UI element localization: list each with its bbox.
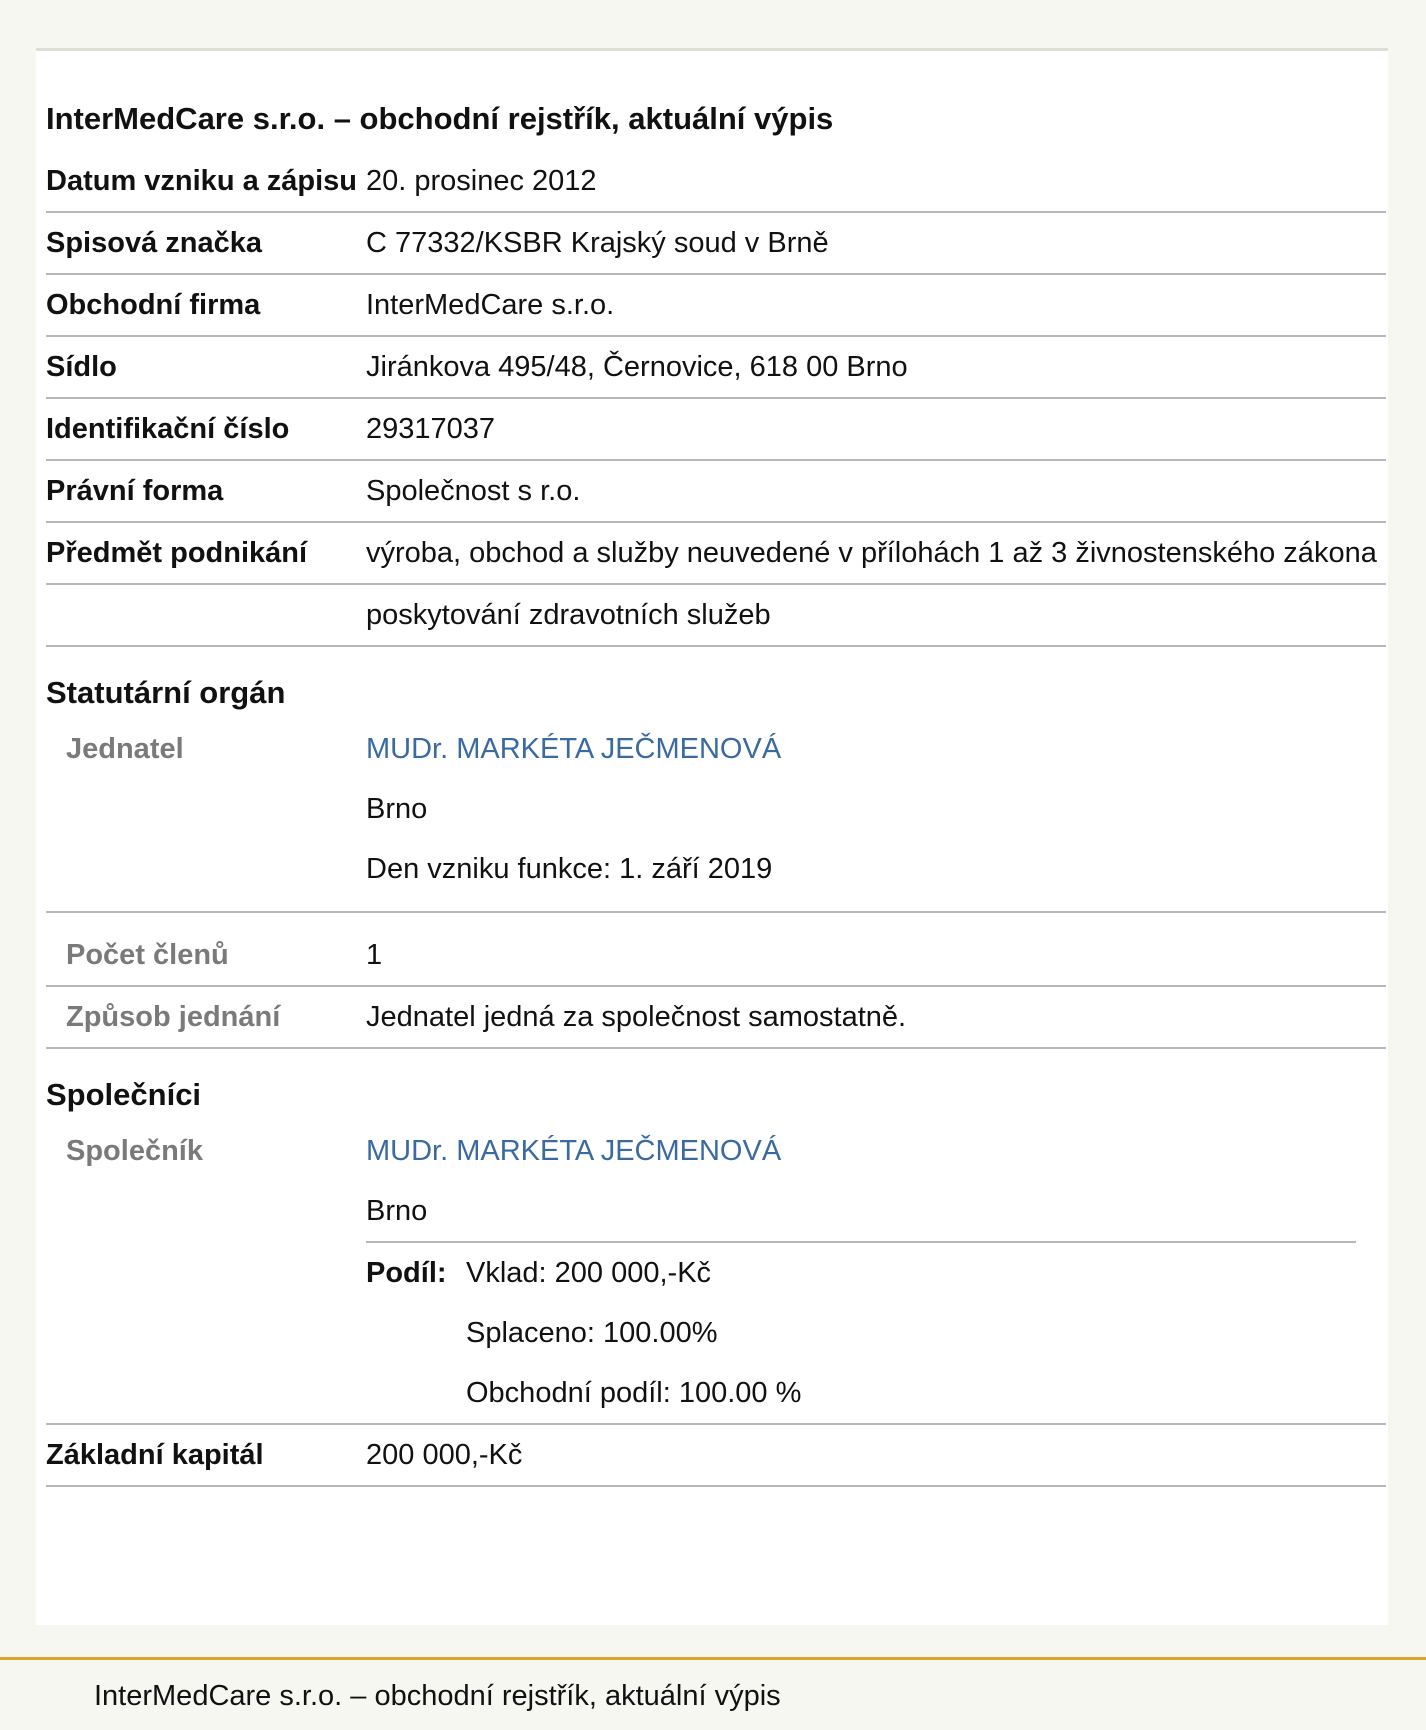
row-legal-form (46, 461, 1386, 523)
row-executive (46, 719, 1386, 913)
row-value: Jednatel jedná za společnost samostatně. (366, 1001, 907, 1033)
row-value: 29317037 (366, 413, 496, 445)
row-label: Obchodní firma (46, 289, 261, 321)
row-value: 200 000,-Kč (366, 1439, 523, 1471)
row-business-name (46, 275, 1386, 337)
row-acting-method (46, 987, 1386, 1049)
partner-name-link[interactable]: MUDr. MARKÉTA JEČMENOVÁ (366, 1135, 782, 1167)
share-deposit: Vklad: 200 000,-Kč (466, 1257, 712, 1289)
row-value: C 77332/KSBR Krajský soud v Brně (366, 227, 829, 259)
row-label: Předmět podnikání (46, 537, 308, 569)
row-value: Jiránkova 495/48, Černovice, 618 00 Brno (366, 351, 908, 383)
footer-title: InterMedCare s.r.o. – obchodní rejstřík, aktuální výpis (94, 1680, 781, 1712)
row-label: Datum vzniku a zápisu (46, 165, 358, 197)
section-heading-partners: Společníci (46, 1077, 202, 1112)
row-label: Sídlo (46, 351, 117, 383)
partner-details (366, 1121, 1386, 1423)
row-founding-date (46, 151, 1386, 213)
executive-function-start: Den vzniku funkce: 1. září 2019 (366, 853, 773, 885)
executive-name-link[interactable]: MUDr. MARKÉTA JEČMENOVÁ (366, 733, 782, 765)
row-label: Identifikační číslo (46, 413, 290, 445)
row-label: Počet členů (66, 939, 229, 971)
row-value: výroba, obchod a služby neuvedené v přílohách 1 až 3 živnostenského zákona (366, 537, 1377, 569)
section-heading-statutory: Statutární orgán (46, 675, 286, 710)
row-label: Společník (66, 1135, 203, 1167)
row-value: InterMedCare s.r.o. (366, 289, 615, 321)
row-label: Způsob jednání (66, 1001, 281, 1033)
row-registered-office (46, 337, 1386, 399)
executive-details (366, 719, 1386, 911)
executive-city: Brno (366, 793, 428, 825)
row-label: Právní forma (46, 475, 224, 507)
row-value: 20. prosinec 2012 (366, 165, 597, 197)
registry-extract-card (36, 51, 1388, 1625)
row-registered-capital (46, 1425, 1386, 1487)
row-id-number (46, 399, 1386, 461)
share-business-share: Obchodní podíl: 100.00 % (466, 1377, 802, 1409)
registry-table (46, 51, 1386, 1487)
share-paid: Splaceno: 100.00% (466, 1317, 718, 1349)
row-label: Spisová značka (46, 227, 262, 259)
row-label: Jednatel (66, 733, 184, 765)
share-values (466, 1243, 801, 1423)
row-value: poskytování zdravotních služeb (366, 599, 771, 631)
partner-share (366, 1241, 1356, 1423)
row-file-number (46, 213, 1386, 275)
row-member-count (46, 913, 1386, 987)
row-label (46, 585, 366, 645)
row-business-activity-2 (46, 585, 1386, 647)
partner-city: Brno (366, 1195, 428, 1227)
row-business-activity (46, 523, 1386, 585)
footer-divider (0, 1657, 1426, 1660)
row-partner (46, 1121, 1386, 1425)
row-value: Společnost s r.o. (366, 475, 581, 507)
page-title: InterMedCare s.r.o. – obchodní rejstřík, aktuální výpis (46, 101, 834, 136)
row-label: Základní kapitál (46, 1439, 264, 1471)
row-value: 1 (366, 939, 383, 971)
share-label: Podíl: (366, 1257, 447, 1289)
